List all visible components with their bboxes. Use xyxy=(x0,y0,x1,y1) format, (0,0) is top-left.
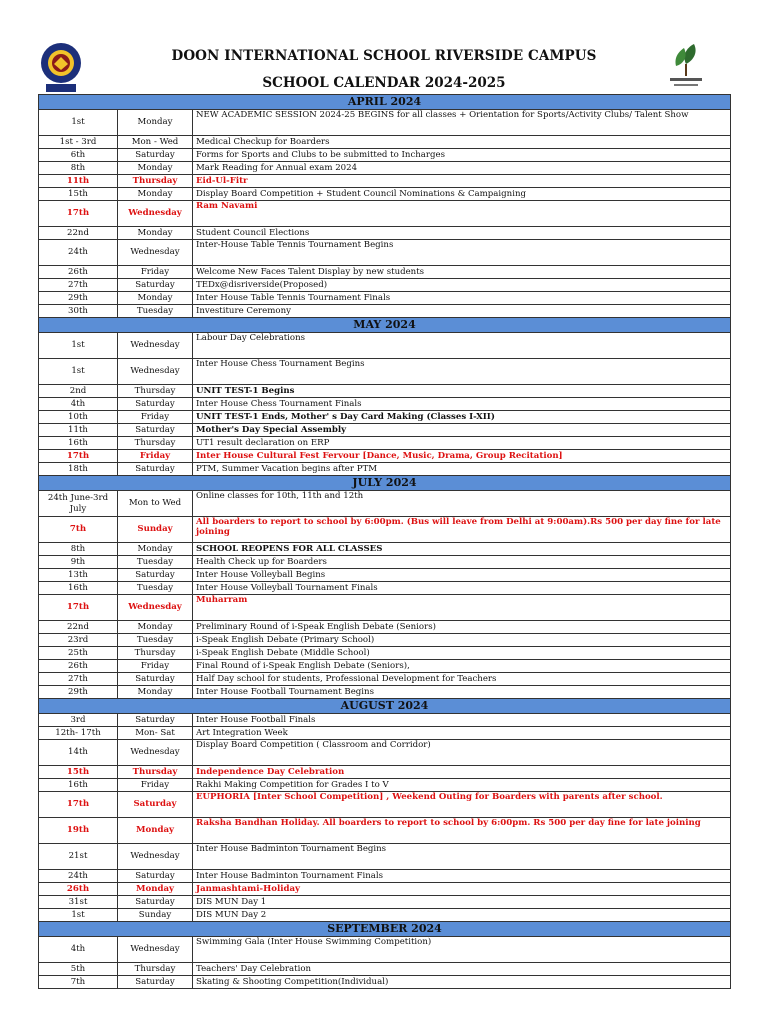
event-description: Online classes for 10th, 11th and 12th xyxy=(193,491,731,517)
calendar-row xyxy=(39,686,731,699)
month-header-row xyxy=(39,699,731,714)
event-description: All boarders to report to school by 6:00pm. (Bus will leave from Delhi at 9:00am).Rs 500 per day fine for late joining xyxy=(193,517,731,543)
event-description: Inter House Volleyball Begins xyxy=(193,569,731,582)
event-description: UNIT TEST-1 Ends, Mother' s Day Card Making (Classes I-XII) xyxy=(193,411,731,424)
event-description: Rakhi Making Competition for Grades I to V xyxy=(193,779,731,792)
calendar-row xyxy=(39,595,731,621)
event-day: Wednesday xyxy=(118,937,193,963)
calendar-row xyxy=(39,714,731,727)
event-date: 26th xyxy=(39,266,118,279)
calendar-row xyxy=(39,818,731,844)
event-day: Thursday xyxy=(118,437,193,450)
event-date: 17th xyxy=(39,450,118,463)
event-day: Monday xyxy=(118,162,193,175)
calendar-row xyxy=(39,543,731,556)
event-day: Monday xyxy=(118,188,193,201)
event-day: Monday xyxy=(118,621,193,634)
event-description: SCHOOL REOPENS FOR ALL CLASSES xyxy=(193,543,731,556)
month-title: SEPTEMBER 2024 xyxy=(39,922,731,937)
event-day: Wednesday xyxy=(118,201,193,227)
event-description: PTM, Summer Vacation begins after PTM xyxy=(193,463,731,476)
event-date: 4th xyxy=(39,937,118,963)
event-date: 24th xyxy=(39,240,118,266)
event-day: Wednesday xyxy=(118,333,193,359)
event-day: Thursday xyxy=(118,766,193,779)
event-date: 6th xyxy=(39,149,118,162)
school-name: DOON INTERNATIONAL SCHOOL RIVERSIDE CAMPUS xyxy=(171,48,597,64)
event-description: Teachers' Day Celebration xyxy=(193,963,731,976)
event-date: 26th xyxy=(39,883,118,896)
event-date: 17th xyxy=(39,792,118,818)
event-date: 23rd xyxy=(39,634,118,647)
event-day: Saturday xyxy=(118,424,193,437)
calendar-row xyxy=(39,175,731,188)
event-date: 21st xyxy=(39,844,118,870)
event-day: Saturday xyxy=(118,792,193,818)
event-day: Monday xyxy=(118,292,193,305)
event-day: Monday xyxy=(118,818,193,844)
event-day: Mon to Wed xyxy=(118,491,193,517)
event-date: 7th xyxy=(39,976,118,989)
event-day: Wednesday xyxy=(118,740,193,766)
page-header xyxy=(0,0,768,95)
calendar-row xyxy=(39,201,731,227)
event-day: Saturday xyxy=(118,398,193,411)
event-description: Inter-House Table Tennis Tournament Begins xyxy=(193,240,731,266)
event-date: 9th xyxy=(39,556,118,569)
event-date: 26th xyxy=(39,660,118,673)
event-day: Friday xyxy=(118,411,193,424)
calendar-row xyxy=(39,517,731,543)
event-day: Monday xyxy=(118,110,193,136)
event-date: 30th xyxy=(39,305,118,318)
event-day: Saturday xyxy=(118,569,193,582)
event-description: Inter House Chess Tournament Finals xyxy=(193,398,731,411)
event-date: 18th xyxy=(39,463,118,476)
calendar-row xyxy=(39,240,731,266)
month-header-row xyxy=(39,95,731,110)
calendar-row xyxy=(39,582,731,595)
event-day: Saturday xyxy=(118,896,193,909)
event-day: Saturday xyxy=(118,149,193,162)
event-date: 16th xyxy=(39,779,118,792)
event-day: Saturday xyxy=(118,870,193,883)
event-description: Forms for Sports and Clubs to be submitted to Incharges xyxy=(193,149,731,162)
event-description: Skating & Shooting Competition(Individual) xyxy=(193,976,731,989)
calendar-title: SCHOOL CALENDAR 2024-2025 xyxy=(262,75,506,91)
event-description: Labour Day Celebrations xyxy=(193,333,731,359)
event-date: 1st xyxy=(39,909,118,922)
event-date: 22nd xyxy=(39,621,118,634)
event-date: 29th xyxy=(39,686,118,699)
event-date: 24th June-3rd July xyxy=(39,491,118,517)
calendar-row xyxy=(39,385,731,398)
calendar-row xyxy=(39,870,731,883)
event-day: Sunday xyxy=(118,909,193,922)
calendar-row xyxy=(39,647,731,660)
event-description: Muharram xyxy=(193,595,731,621)
event-date: 14th xyxy=(39,740,118,766)
event-description: DIS MUN Day 1 xyxy=(193,896,731,909)
calendar-row xyxy=(39,333,731,359)
event-day: Tuesday xyxy=(118,634,193,647)
calendar-row xyxy=(39,149,731,162)
event-date: 7th xyxy=(39,517,118,543)
calendar-row xyxy=(39,634,731,647)
event-date: 16th xyxy=(39,582,118,595)
event-day: Friday xyxy=(118,779,193,792)
calendar-row xyxy=(39,621,731,634)
calendar-row xyxy=(39,305,731,318)
calendar-row xyxy=(39,463,731,476)
event-date: 27th xyxy=(39,673,118,686)
event-day: Tuesday xyxy=(118,556,193,569)
calendar-row xyxy=(39,766,731,779)
event-description: Mark Reading for Annual exam 2024 xyxy=(193,162,731,175)
event-description: Welcome New Faces Talent Display by new students xyxy=(193,266,731,279)
event-description: UNIT TEST-1 Begins xyxy=(193,385,731,398)
event-day: Monday xyxy=(118,227,193,240)
event-description: Art Integration Week xyxy=(193,727,731,740)
event-date: 12th- 17th xyxy=(39,727,118,740)
event-date: 15th xyxy=(39,188,118,201)
calendar-row xyxy=(39,227,731,240)
event-date: 13th xyxy=(39,569,118,582)
event-date: 31st xyxy=(39,896,118,909)
calendar-row xyxy=(39,844,731,870)
event-description: Inter House Table Tennis Tournament Finals xyxy=(193,292,731,305)
calendar-row xyxy=(39,437,731,450)
calendar-row xyxy=(39,937,731,963)
event-date: 15th xyxy=(39,766,118,779)
event-description: Final Round of i-Speak English Debate (Seniors), xyxy=(193,660,731,673)
calendar-row xyxy=(39,740,731,766)
riverside-campus-logo xyxy=(664,42,708,94)
event-day: Saturday xyxy=(118,463,193,476)
event-description: Eid-Ul-Fitr xyxy=(193,175,731,188)
event-description: i-Speak English Debate (Middle School) xyxy=(193,647,731,660)
event-date: 27th xyxy=(39,279,118,292)
event-date: 1st - 3rd xyxy=(39,136,118,149)
event-day: Saturday xyxy=(118,673,193,686)
event-date: 8th xyxy=(39,543,118,556)
event-date: 10th xyxy=(39,411,118,424)
event-date: 4th xyxy=(39,398,118,411)
calendar-row xyxy=(39,162,731,175)
event-day: Saturday xyxy=(118,714,193,727)
event-date: 11th xyxy=(39,424,118,437)
calendar-row xyxy=(39,292,731,305)
event-day: Friday xyxy=(118,660,193,673)
event-description: EUPHORIA [Inter School Competition] , Weekend Outing for Boarders with parents after school. xyxy=(193,792,731,818)
event-description: UT1 result declaration on ERP xyxy=(193,437,731,450)
event-date: 17th xyxy=(39,201,118,227)
event-day: Friday xyxy=(118,266,193,279)
calendar-row xyxy=(39,266,731,279)
event-date: 17th xyxy=(39,595,118,621)
event-description: Investiture Ceremony xyxy=(193,305,731,318)
event-description: Preliminary Round of i-Speak English Debate (Seniors) xyxy=(193,621,731,634)
event-description: Health Check up for Boarders xyxy=(193,556,731,569)
calendar-row xyxy=(39,491,731,517)
event-day: Mon - Wed xyxy=(118,136,193,149)
event-date: 3rd xyxy=(39,714,118,727)
event-date: 1st xyxy=(39,359,118,385)
event-day: Monday xyxy=(118,543,193,556)
event-description: Half Day school for students, Professional Development for Teachers xyxy=(193,673,731,686)
calendar-row xyxy=(39,660,731,673)
month-title: AUGUST 2024 xyxy=(39,699,731,714)
calendar-row xyxy=(39,398,731,411)
event-day: Saturday xyxy=(118,279,193,292)
event-day: Friday xyxy=(118,450,193,463)
event-date: 1st xyxy=(39,333,118,359)
calendar-row xyxy=(39,136,731,149)
calendar-body xyxy=(39,95,731,989)
event-date: 8th xyxy=(39,162,118,175)
event-description: Janmashtami-Holiday xyxy=(193,883,731,896)
calendar-row xyxy=(39,279,731,292)
calendar-row xyxy=(39,727,731,740)
event-day: Wednesday xyxy=(118,595,193,621)
calendar-row xyxy=(39,883,731,896)
event-date: 19th xyxy=(39,818,118,844)
calendar-row xyxy=(39,188,731,201)
month-title: JULY 2024 xyxy=(39,476,731,491)
event-day: Mon- Sat xyxy=(118,727,193,740)
event-date: 16th xyxy=(39,437,118,450)
event-description: Inter House Badminton Tournament Finals xyxy=(193,870,731,883)
calendar-row xyxy=(39,976,731,989)
event-description: Inter House Volleyball Tournament Finals xyxy=(193,582,731,595)
month-title: APRIL 2024 xyxy=(39,95,731,110)
event-date: 22nd xyxy=(39,227,118,240)
calendar-row xyxy=(39,779,731,792)
calendar-row xyxy=(39,673,731,686)
event-description: Inter House Cultural Fest Fervour [Dance, Music, Drama, Group Recitation] xyxy=(193,450,731,463)
event-day: Saturday xyxy=(118,976,193,989)
calendar-row xyxy=(39,411,731,424)
event-date: 25th xyxy=(39,647,118,660)
calendar-row xyxy=(39,450,731,463)
event-date: 11th xyxy=(39,175,118,188)
event-date: 2nd xyxy=(39,385,118,398)
event-description: NEW ACADEMIC SESSION 2024-25 BEGINS for all classes + Orientation for Sports/Activity Clubs/ Talent Show xyxy=(193,110,731,136)
event-description: Display Board Competition + Student Council Nominations & Campaigning xyxy=(193,188,731,201)
event-description: Independence Day Celebration xyxy=(193,766,731,779)
event-day: Monday xyxy=(118,686,193,699)
event-description: DIS MUN Day 2 xyxy=(193,909,731,922)
event-day: Thursday xyxy=(118,647,193,660)
event-day: Tuesday xyxy=(118,582,193,595)
calendar-row xyxy=(39,556,731,569)
calendar-row xyxy=(39,359,731,385)
event-description: Inter House Football Finals xyxy=(193,714,731,727)
calendar-row xyxy=(39,569,731,582)
event-day: Sunday xyxy=(118,517,193,543)
event-date: 5th xyxy=(39,963,118,976)
event-description: i-Speak English Debate (Primary School) xyxy=(193,634,731,647)
event-description: Ram Navami xyxy=(193,201,731,227)
event-description: Inter House Football Tournament Begins xyxy=(193,686,731,699)
school-calendar-table xyxy=(38,94,731,989)
event-description: Swimming Gala (Inter House Swimming Competition) xyxy=(193,937,731,963)
month-header-row xyxy=(39,922,731,937)
month-header-row xyxy=(39,318,731,333)
event-day: Thursday xyxy=(118,385,193,398)
event-date: 29th xyxy=(39,292,118,305)
month-header-row xyxy=(39,476,731,491)
event-day: Monday xyxy=(118,883,193,896)
month-title: MAY 2024 xyxy=(39,318,731,333)
event-description: Raksha Bandhan Holiday. All boarders to report to school by 6:00pm. Rs 500 per day fine for late joining xyxy=(193,818,731,844)
event-day: Wednesday xyxy=(118,359,193,385)
event-description: TEDx@disriverside(Proposed) xyxy=(193,279,731,292)
event-day: Thursday xyxy=(118,963,193,976)
event-date: 1st xyxy=(39,110,118,136)
calendar-row xyxy=(39,963,731,976)
calendar-row xyxy=(39,896,731,909)
event-day: Tuesday xyxy=(118,305,193,318)
event-description: Mother's Day Special Assembly xyxy=(193,424,731,437)
event-description: Medical Checkup for Boarders xyxy=(193,136,731,149)
calendar-row xyxy=(39,110,731,136)
event-description: Inter House Chess Tournament Begins xyxy=(193,359,731,385)
event-day: Wednesday xyxy=(118,844,193,870)
event-description: Student Council Elections xyxy=(193,227,731,240)
calendar-row xyxy=(39,424,731,437)
calendar-row xyxy=(39,909,731,922)
event-day: Thursday xyxy=(118,175,193,188)
event-date: 24th xyxy=(39,870,118,883)
event-description: Inter House Badminton Tournament Begins xyxy=(193,844,731,870)
calendar-row xyxy=(39,792,731,818)
event-day: Wednesday xyxy=(118,240,193,266)
event-description: Display Board Competition ( Classroom and Corridor) xyxy=(193,740,731,766)
